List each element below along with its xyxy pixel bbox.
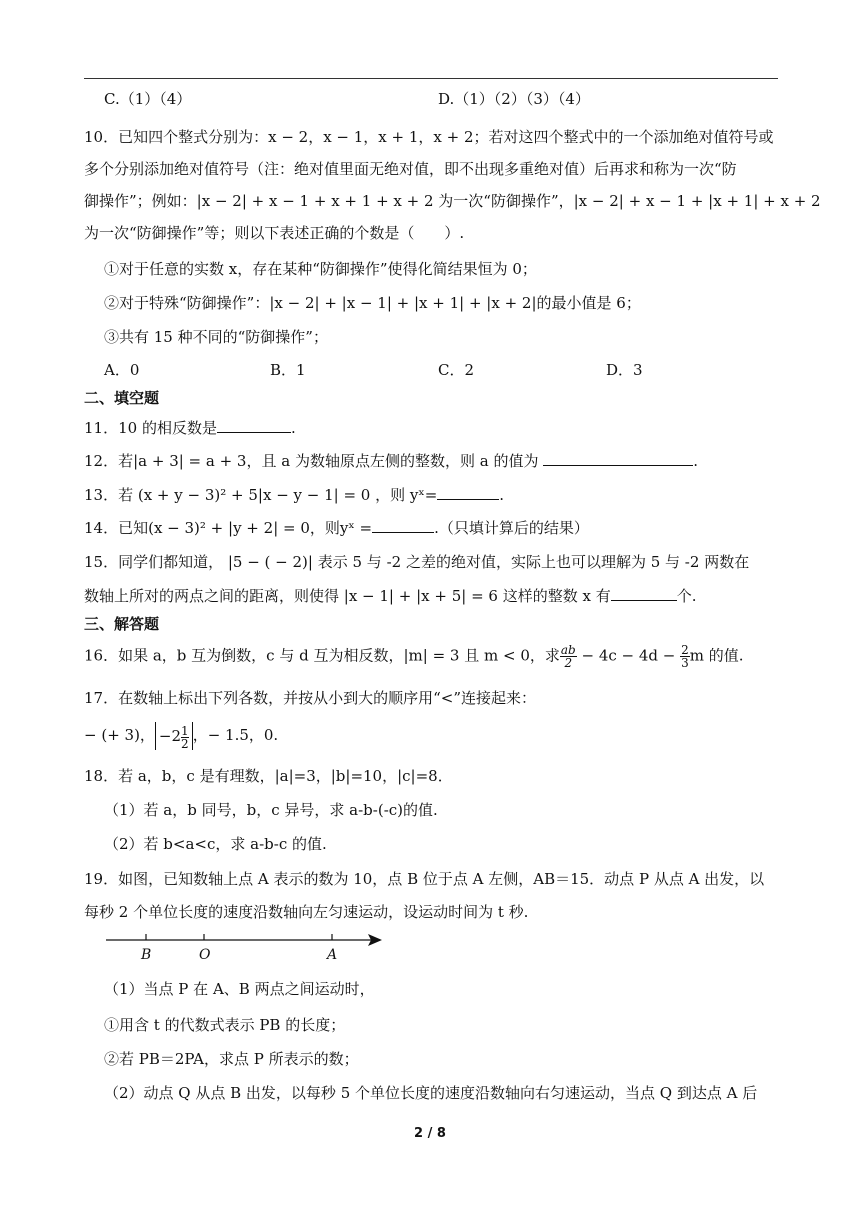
q19-part-2: （2）动点 Q 从点 B 出发，以每秒 5 个单位长度的速度沿数轴向右匀速运动，当点 Q 到达点 A 后 <box>104 1084 758 1102</box>
q11-end: . <box>290 419 296 437</box>
fraction-ab-over-2 <box>560 644 577 669</box>
q10-statement-3: ③共有 15 种不同的“防御操作”； <box>104 328 328 346</box>
q13-text: 13．若 (x + y − 3)² + 5|x − y − 1| = 0 ，则 yˣ= <box>84 486 438 504</box>
section-heading-solve: 三、解答题 <box>84 615 160 633</box>
header-rule <box>84 78 778 79</box>
question-14 <box>84 516 589 539</box>
q19-part-1a: ①用含 t 的代数式表示 PB 的长度； <box>104 1016 346 1034</box>
q19-part-1: （1）当点 P 在 A、B 两点之间运动时， <box>104 980 375 998</box>
q10-line-1: 10．已知四个整式分别为：x − 2，x − 1，x + 1，x + 2；若对这四个整式中的一个添加绝对值符号或 <box>84 128 774 146</box>
mixed-fraction <box>181 725 189 750</box>
answer-blank <box>611 584 677 601</box>
q10-option-b: B．1 <box>270 361 306 379</box>
q17-remaining-numbers: ，− 1.5，0. <box>192 726 279 744</box>
answer-blank <box>372 516 434 533</box>
answer-blank <box>437 483 499 500</box>
fraction-denominator: 2 <box>564 656 573 670</box>
q9-option-c: C.（1）（4） <box>104 90 192 108</box>
q15-end: 个. <box>676 587 697 605</box>
section-heading-fill-in: 二、填空题 <box>84 389 160 407</box>
q10-statement-1: ①对于任意的实数 x，存在某种“防御操作”使得化简结果恒为 0； <box>104 260 537 278</box>
q16-end: m 的值. <box>689 646 744 665</box>
q11-text: 11．10 的相反数是 <box>84 419 217 437</box>
q10-option-d: D．3 <box>606 361 643 379</box>
q13-end: . <box>499 486 505 504</box>
absolute-value-mixed-number <box>155 722 193 750</box>
mixed-whole: −2 <box>158 727 182 745</box>
q10-option-a: A．0 <box>104 361 140 379</box>
question-11 <box>84 416 296 439</box>
fraction-denominator: 2 <box>181 736 189 751</box>
label-a: A <box>327 947 338 963</box>
fraction-denominator: 3 <box>681 656 689 670</box>
q17-number-1: − (+ 3)， <box>84 726 155 744</box>
q18-line-1: 18．若 a，b，c 是有理数，|a|=3，|b|=10，|c|=8． <box>84 767 453 785</box>
q10-line-4: 为一次“防御操作”等；则以下表述正确的个数是（ ）. <box>84 224 465 242</box>
q10-line-3: 御操作”；例如：|x − 2| + x − 1 + x + 1 + x + 2 为一次“防御操作”，|x − 2| + x − 1 + |x + 1| + x + 2 <box>84 192 821 210</box>
q10-option-c: C．2 <box>438 361 475 379</box>
q14-end: .（只填计算后的结果） <box>434 519 589 537</box>
answer-blank <box>217 416 291 433</box>
q17-line-1: 17．在数轴上标出下列各数，并按从小到大的顺序用“<”连接起来： <box>84 689 536 707</box>
q18-part-2: （2）若 b<a<c，求 a-b-c 的值. <box>104 835 327 853</box>
fraction-2-over-3 <box>680 644 690 669</box>
q16-middle: − 4c − 4d − <box>576 646 681 665</box>
page-number: 2 / 8 <box>414 1126 446 1141</box>
q15-text: 数轴上所对的两点之间的距离，则使得 |x − 1| + |x + 5| = 6 这样的整数 x 有 <box>84 587 611 605</box>
q12-end: . <box>693 452 698 470</box>
number-line-figure <box>100 928 390 968</box>
q15-line-2 <box>84 584 697 607</box>
fraction-numerator: ab <box>560 643 576 657</box>
q18-part-1: （1）若 a，b 同号，b，c 异号，求 a-b-(-c)的值. <box>104 801 438 819</box>
question-13 <box>84 483 504 506</box>
q19-part-1b: ②若 PB＝2PA，求点 P 所表示的数； <box>104 1050 359 1068</box>
label-b: B <box>141 947 152 963</box>
q10-line-2: 多个分别添加绝对值符号（注：绝对值里面无绝对值，即不出现多重绝对值）后再求和称为一次“防 <box>84 160 737 178</box>
q9-option-d: D.（1）（2）（3）（4） <box>438 90 590 108</box>
q14-text: 14．已知(x − 3)² + |y + 2| = 0，则yˣ = <box>84 519 373 537</box>
q12-text: 12．若|a + 3| = a + 3，且 a 为数轴原点左侧的整数，则 a 的值为 <box>84 452 544 470</box>
q10-statement-2: ②对于特殊“防御操作”：|x − 2| + |x − 1| + |x + 1| + |x + 2|的最小值是 6； <box>104 294 641 312</box>
fraction-numerator: 2 <box>681 643 689 657</box>
q19-line-2: 每秒 2 个单位长度的速度沿数轴向左匀速运动，设运动时间为 t 秒. <box>84 903 529 921</box>
answer-blank <box>543 449 693 466</box>
label-o: O <box>199 947 211 963</box>
question-12 <box>84 449 698 472</box>
question-16 <box>84 644 744 669</box>
q17-line-2 <box>84 722 278 750</box>
q19-line-1: 19．如图，已知数轴上点 A 表示的数为 10，点 B 位于点 A 左侧，AB＝15．动点 P 从点 A 出发，以 <box>84 870 765 888</box>
q16-text: 16．如果 a，b 互为倒数，c 与 d 互为相反数，|m| = 3 且 m < 0，求 <box>84 646 560 665</box>
q15-line-1: 15．同学们都知道， |5 − ( − 2)| 表示 5 与 -2 之差的绝对值，实际上也可以理解为 5 与 -2 两数在 <box>84 553 750 571</box>
fraction-numerator: 1 <box>181 723 189 738</box>
